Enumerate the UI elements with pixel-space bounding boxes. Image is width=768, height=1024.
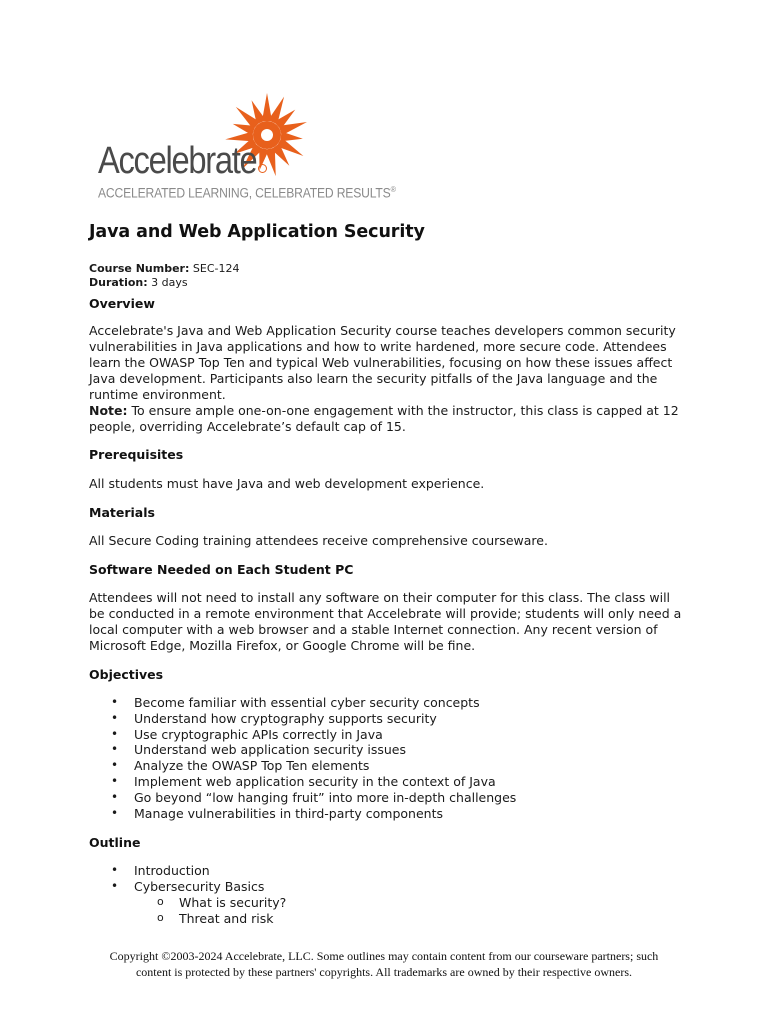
objectives-list (89, 695, 689, 821)
registered-mark-icon (258, 164, 267, 173)
list-item: • Manage vulnerabilities in third-party components (89, 806, 689, 822)
list-item: • Introduction (89, 863, 689, 879)
list-item: • Understand how cryptography supports security (89, 711, 689, 727)
list-item: • Cybersecurity Basics (89, 879, 689, 895)
outline-heading: Outline (89, 835, 141, 850)
note-label: Note: (89, 403, 128, 418)
objectives-heading: Objectives (89, 667, 164, 682)
page-title: Java and Web Application Security (89, 222, 425, 242)
software-body: Attendees will not need to install any software on their computer for this class. The class will be conducted in a remote environment that Accelebrate will provide; students will only need a local computer with a web browser and a stable Internet connection. Any recent version of Microsoft Edge, Mozilla Firefox, or Google Chrome will be fine. (89, 590, 682, 653)
accelebrate-logo (98, 92, 396, 202)
overview-body: Accelebrate's Java and Web Application Security course teaches developers common security vulnerabilities in Java applications and how to write hardened, more secure code. Attendees learn the OWASP Top Ten and typical Web vulnerabilities, focusing on how these issues affect Java development. Participants also learn the security pitfalls of the Java language and the runtime environment. (89, 323, 676, 402)
overview-heading: Overview (89, 296, 155, 311)
materials-heading: Materials (89, 505, 155, 520)
overview-note: Note: To ensure ample one-on-one engagement with the instructor, this class is capped at 12 people, overriding Accelebrate’s default cap of 15. (89, 403, 679, 434)
course-number: SEC-124 (192, 262, 240, 275)
list-item: • Understand web application security issues (89, 742, 689, 758)
list-subitem: o What is security? (89, 895, 689, 911)
prerequisites-heading: Prerequisites (89, 447, 184, 462)
list-item: • Analyze the OWASP Top Ten elements (89, 758, 689, 774)
course-meta (89, 262, 689, 290)
outline-list (89, 863, 689, 895)
overview-section (89, 323, 689, 435)
duration-label: Duration: (89, 276, 148, 289)
logo-tagline: ACCELERATED LEARNING, CELEBRATED RESULTS® (98, 185, 396, 201)
software-heading: Software Needed on Each Student PC (89, 562, 354, 577)
course-number-label: Course Number: (89, 262, 190, 275)
list-subitem: o Threat and risk (89, 911, 689, 927)
materials-body: All Secure Coding training attendees receive comprehensive courseware. (89, 533, 548, 548)
logo-wordmark: Accelebrate (98, 140, 257, 182)
prerequisites-body: All students must have Java and web development experience. (89, 476, 485, 491)
list-item: • Use cryptographic APIs correctly in Java (89, 727, 689, 743)
outline-sublist (89, 895, 689, 927)
duration: 3 days (151, 276, 188, 289)
copyright-footer: Copyright ©2003-2024 Accelebrate, LLC. Some outlines may contain content from our courseware partners; such content is protected by these partners' copyrights. All trademarks are owned by their respective owners. (109, 949, 659, 979)
list-item: • Go beyond “low hanging fruit” into more in-depth challenges (89, 790, 689, 806)
list-item: • Become familiar with essential cyber security concepts (89, 695, 689, 711)
list-item: • Implement web application security in the context of Java (89, 774, 689, 790)
